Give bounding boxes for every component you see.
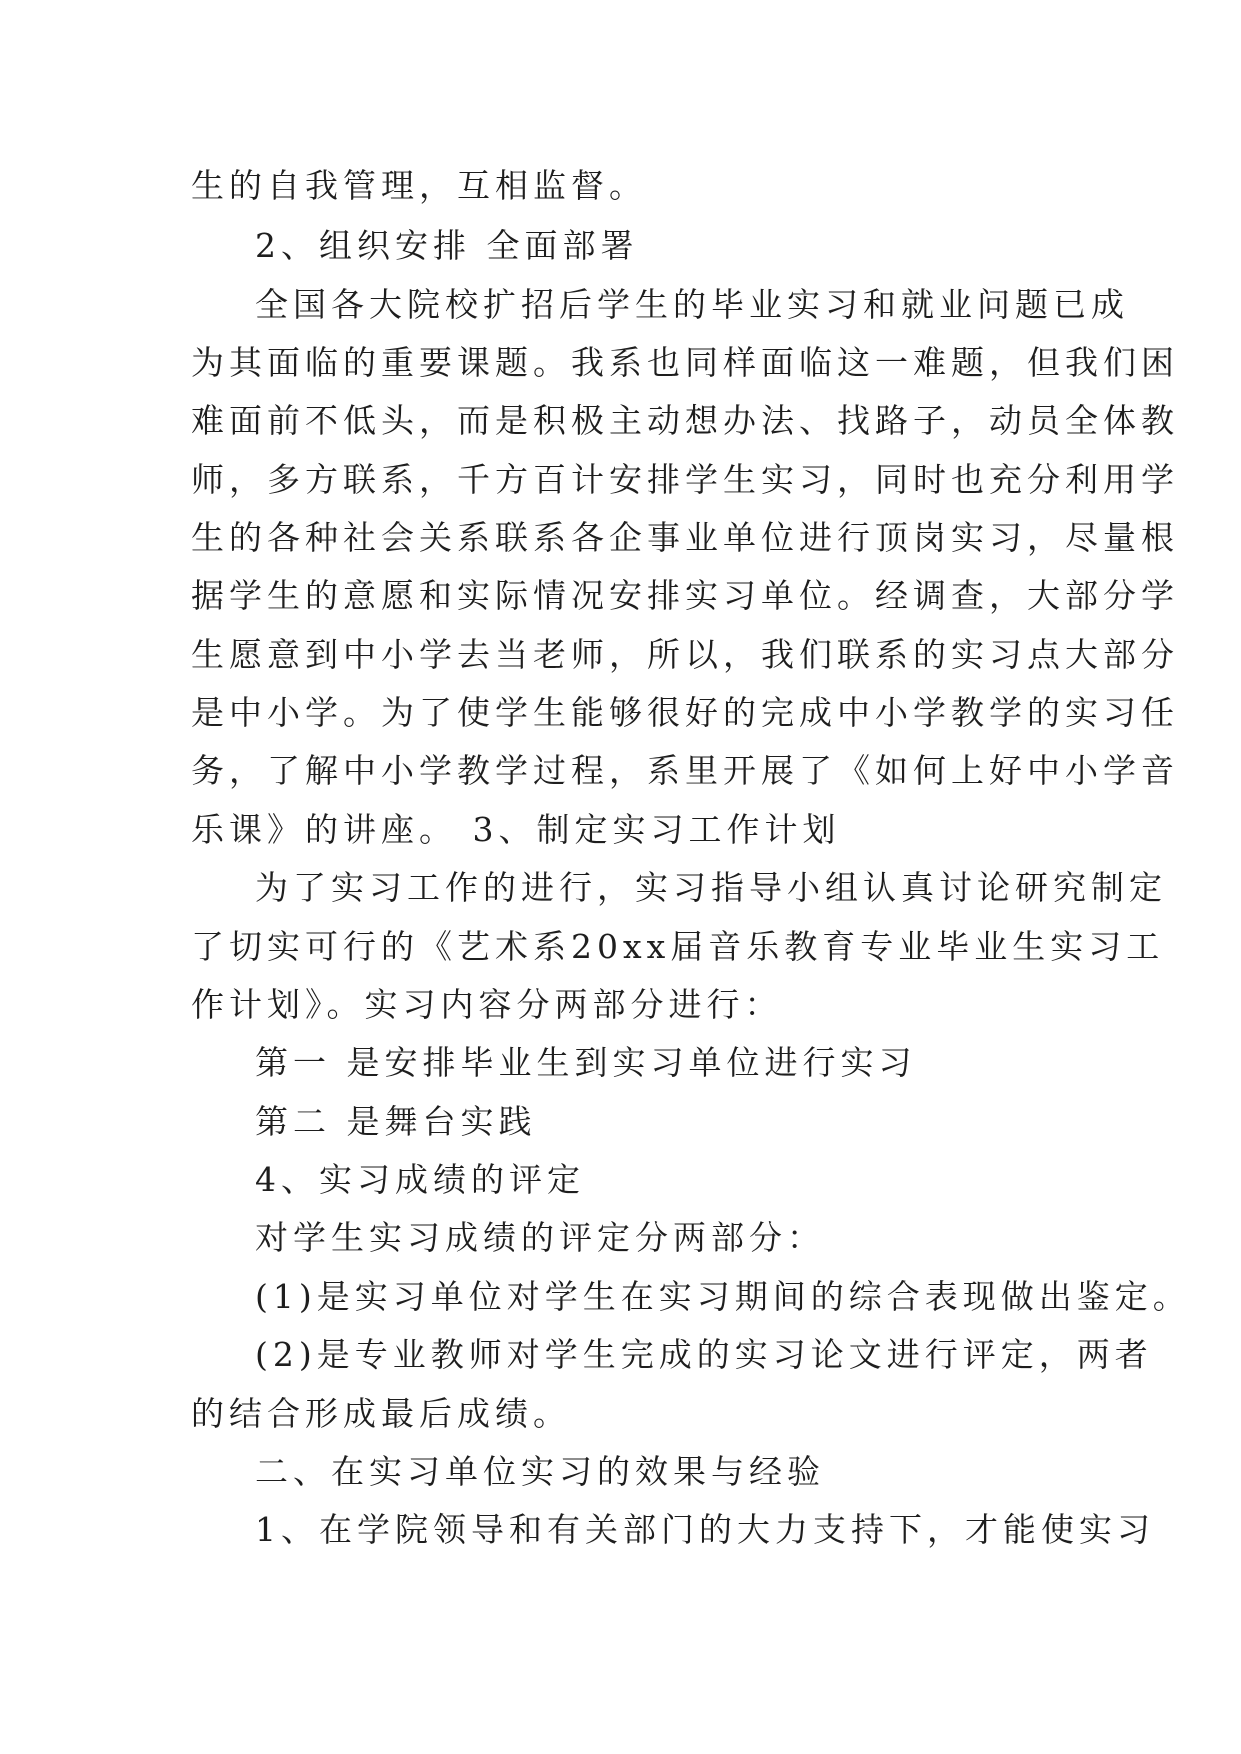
- text-line: 是中小学。为了使学生能够很好的完成中小学教学的实习任: [191, 693, 1179, 732]
- text-line: 的结合形成最后成绩。: [191, 1394, 571, 1433]
- text-line: (2)是专业教师对学生完成的实习论文进行评定，两者: [255, 1335, 1153, 1374]
- text-line: 第一 是安排毕业生到实习单位进行实习: [255, 1043, 917, 1082]
- section-heading: 2、组织安排 全面部署: [255, 226, 639, 265]
- text-line: 生愿意到中小学去当老师，所以，我们联系的实习点大部分: [191, 635, 1179, 674]
- text-line: 生的自我管理，互相监督。: [191, 166, 647, 205]
- text-line: 务，了解中小学教学过程，系里开展了《如何上好中小学音: [191, 751, 1179, 790]
- text-line: 全国各大院校扩招后学生的毕业实习和就业问题已成: [255, 285, 1129, 324]
- text-line: 师，多方联系，千方百计安排学生实习，同时也充分利用学: [191, 460, 1179, 499]
- text-line: 生的各种社会关系联系各企事业单位进行顶岗实习，尽量根: [191, 518, 1179, 557]
- text-line: 据学生的意愿和实际情况安排实习单位。经调查，大部分学: [191, 576, 1179, 615]
- text-line: 对学生实习成绩的评定分两部分：: [255, 1218, 825, 1257]
- section-heading: 二、在实习单位实习的效果与经验: [255, 1452, 825, 1491]
- text-line: 了切实可行的《艺术系20xx届音乐教育专业毕业生实习工: [191, 927, 1165, 966]
- text-line: 为其面临的重要课题。我系也同样面临这一难题，但我们困: [191, 343, 1179, 382]
- text-line: 1、在学院领导和有关部门的大力支持下，才能使实习: [255, 1510, 1155, 1549]
- text-line: 第二 是舞台实践: [255, 1102, 537, 1141]
- text-line: 作计划》。实习内容分两部分进行：: [191, 985, 783, 1024]
- text-line: 为了实习工作的进行，实习指导小组认真讨论研究制定: [255, 868, 1167, 907]
- section-heading: 4、实习成绩的评定: [255, 1160, 585, 1199]
- text-line: 难面前不低头，而是积极主动想办法、找路子，动员全体教: [191, 401, 1179, 440]
- text-line: (1)是实习单位对学生在实习期间的综合表现做出鉴定。: [255, 1277, 1191, 1316]
- text-line: 乐课》的讲座。 3、制定实习工作计划: [191, 810, 841, 849]
